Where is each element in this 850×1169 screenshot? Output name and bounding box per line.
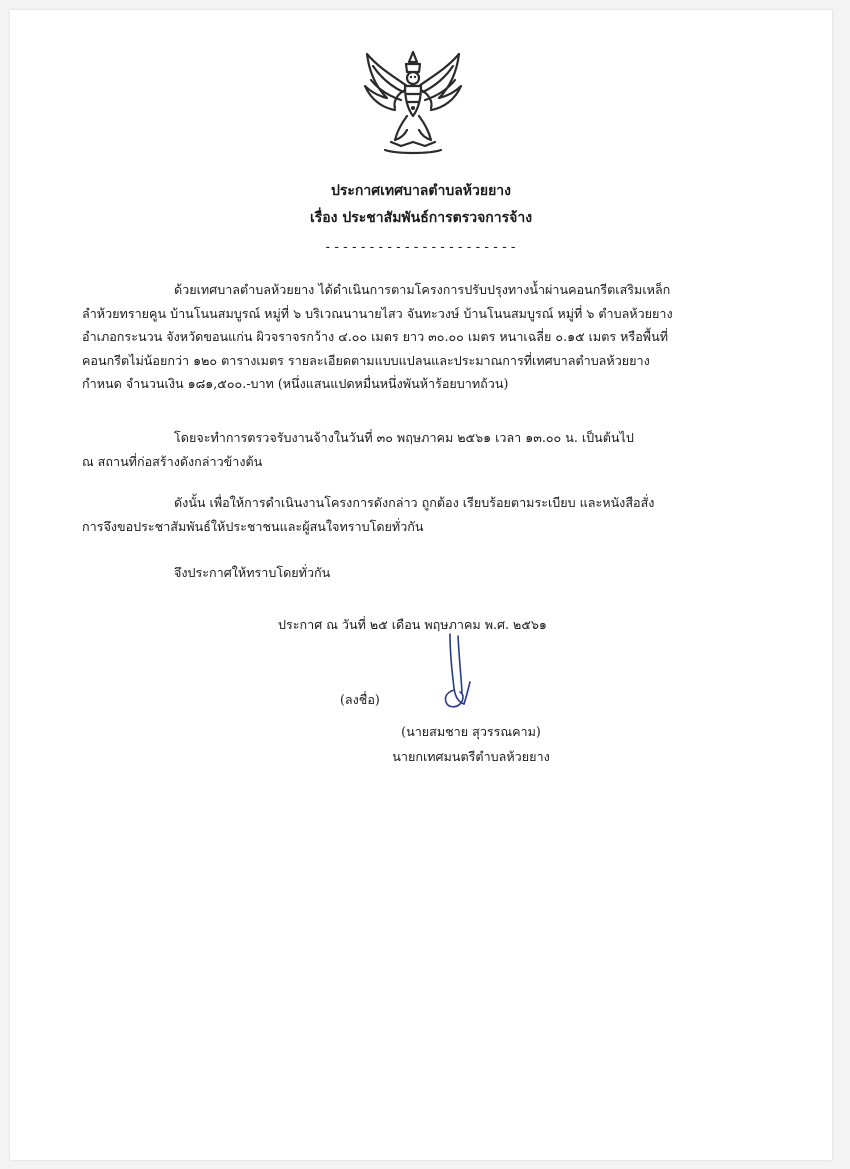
closing-statement: [82, 561, 757, 585]
title-separator: ----------------------: [323, 240, 519, 255]
closing-line: จึงประกาศให้ทราบโดยทั่วกัน: [174, 565, 331, 580]
paragraph-line: ลำห้วยทรายคูน บ้านโนนสมบูรณ์ หมู่ที่ ๖ บริเวณนานายไสว จันทะวงษ์ บ้านโนนสมบูรณ์ หมู่ที่ ๖ ตำบลห้วยยาง: [82, 305, 673, 321]
paragraph-inspection-date: [82, 426, 757, 473]
signer-name: (นายสมชาย สุวรรณคาม): [401, 724, 541, 739]
handwritten-signature: [428, 632, 488, 714]
document-page: [10, 10, 832, 1160]
paragraph-line: โดยจะทำการตรวจรับงานจ้างในวันที่ ๓๐ พฤษภาคม ๒๕๖๑ เวลา ๑๓.๐๐ น. เป็นต้นไป: [174, 430, 634, 445]
garuda-emblem-icon: [357, 46, 469, 156]
document-title: ประกาศเทศบาลตำบลห้วยยาง: [331, 183, 511, 199]
paragraph-line: ด้วยเทศบาลตำบลห้วยยาง ได้ดำเนินการตามโครงการปรับปรุงทางน้ำผ่านคอนกรีตเสริมเหล็ก: [174, 282, 671, 297]
paragraph-line: อำเภอกระนวน จังหวัดขอนแก่น ผิวจราจรกว้าง ๔.๐๐ เมตร ยาว ๓๐.๐๐ เมตร หนาเฉลี่ย ๐.๑๕ เมตร หรือพื้นที่: [82, 329, 668, 344]
paragraph-line: การจึงขอประชาสัมพันธ์ให้ประชาชนและผู้สนใจทราบโดยทั่วกัน: [82, 518, 424, 534]
document-subject: เรื่อง ประชาสัมพันธ์การตรวจการจ้าง: [309, 210, 533, 226]
signed-label: (ลงชื่อ): [340, 692, 380, 707]
paragraph-line: กำหนด จำนวนเงิน ๑๘๑,๕๐๐.-บาท (หนึ่งแสนแปดหมื่นหนึ่งพันห้าร้อยบาทถ้วน): [82, 376, 509, 391]
paragraph-project-details: [82, 278, 757, 396]
paragraph-announcement: [82, 491, 757, 538]
paragraph-line: คอนกรีตไม่น้อยกว่า ๑๒๐ ตารางเมตร รายละเอียดตามแบบแปลนและประมาณการที่เทศบาลตำบลห้วยยาง: [82, 352, 650, 368]
paragraph-line: ณ สถานที่ก่อสร้างดังกล่าวข้างต้น: [82, 453, 263, 469]
paragraph-line: ดังนั้น เพื่อให้การดำเนินงานโครงการดังกล่าว ถูกต้อง เรียบร้อยตามระเบียบ และหนังสือสั่ง: [174, 495, 655, 510]
announcement-date: ประกาศ ณ วันที่ ๒๕ เดือน พฤษภาคม พ.ศ. ๒๕๖๑: [278, 617, 547, 632]
signer-title: นายกเทศมนตรีตำบลห้วยยาง: [392, 749, 550, 764]
